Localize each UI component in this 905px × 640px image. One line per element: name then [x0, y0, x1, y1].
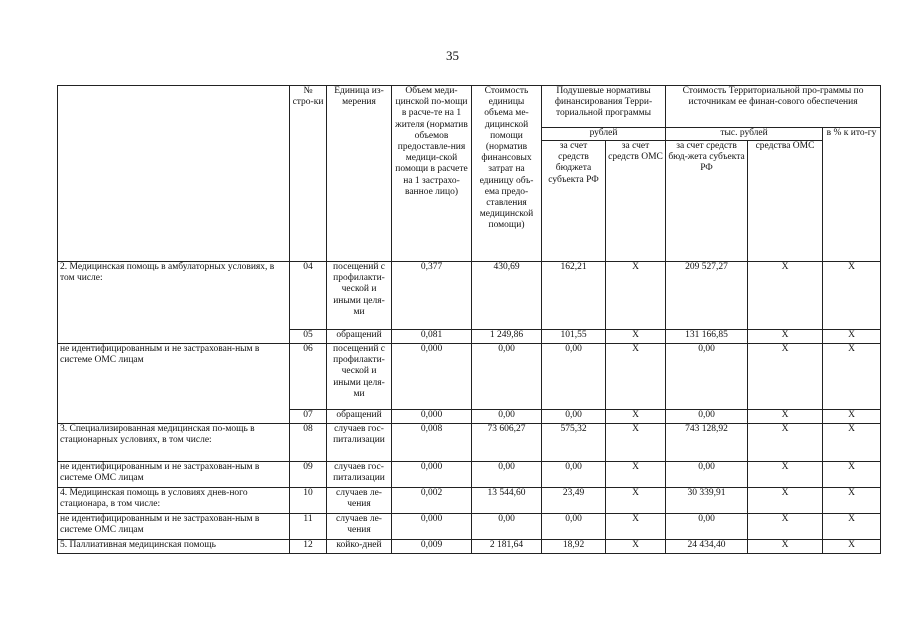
row-no: 11	[290, 514, 327, 540]
row-label: 3. Специализированная медицинская по-мощь в стационарных условиях, в том числе:	[58, 424, 290, 462]
row-t-oms: Х	[748, 262, 823, 330]
header-cost: Стоимость единицы объема ме-дицинской помощи (норматив финансовых затрат на единицу объ-ема предо-ставления медицинской помощи)	[472, 86, 542, 262]
header-row-no: № стро-ки	[290, 86, 327, 262]
row-pc-oms: Х	[606, 330, 666, 344]
header-territorial-oms: средства ОМС	[748, 141, 823, 262]
row-volume: 0,002	[392, 488, 472, 514]
row-no: 09	[290, 462, 327, 488]
table-row	[58, 262, 881, 330]
header-blank-cell	[58, 86, 290, 262]
table-row	[58, 488, 881, 514]
row-t-budget: 24 434,40	[666, 540, 748, 554]
row-no: 04	[290, 262, 327, 330]
row-t-budget: 131 166,85	[666, 330, 748, 344]
row-unit: случаев ле-чения	[327, 488, 392, 514]
row-volume: 0,377	[392, 262, 472, 330]
row-label: 2. Медицинская помощь в амбулаторных условиях, в том числе:	[58, 262, 290, 344]
row-pc-oms: Х	[606, 462, 666, 488]
table-row	[58, 540, 881, 554]
row-t-budget: 0,00	[666, 410, 748, 424]
header-per-capita-oms: за счет средств ОМС	[606, 141, 666, 262]
row-t-budget: 0,00	[666, 514, 748, 540]
row-volume: 0,008	[392, 424, 472, 462]
row-pc-oms: Х	[606, 262, 666, 330]
row-unit: посещений с профилакти-ческой и иными целя-ми	[327, 262, 392, 330]
header-territorial-unit: тыс. рублей	[666, 128, 823, 141]
page-number: 35	[446, 48, 459, 63]
row-label: 4. Медицинская помощь в условиях днев-ного стационара, в том числе:	[58, 488, 290, 514]
row-pc-budget: 18,92	[542, 540, 606, 554]
row-t-oms: Х	[748, 488, 823, 514]
row-label: 5. Паллиативная медицинская помощь	[58, 540, 290, 554]
row-unit: обращений	[327, 410, 392, 424]
header-territorial-budget: за счет средств бюд-жета субъекта РФ	[666, 141, 748, 262]
financing-table	[57, 85, 881, 554]
row-cost: 0,00	[472, 514, 542, 540]
row-cost: 2 181,64	[472, 540, 542, 554]
row-t-oms: Х	[748, 540, 823, 554]
row-pc-budget: 0,00	[542, 514, 606, 540]
row-t-oms: Х	[748, 330, 823, 344]
row-volume: 0,000	[392, 344, 472, 410]
row-volume: 0,009	[392, 540, 472, 554]
row-t-budget: 30 339,91	[666, 488, 748, 514]
row-no: 10	[290, 488, 327, 514]
row-t-budget: 209 527,27	[666, 262, 748, 330]
row-t-budget: 743 128,92	[666, 424, 748, 462]
row-pc-oms: Х	[606, 410, 666, 424]
row-no: 12	[290, 540, 327, 554]
row-t-oms: Х	[748, 424, 823, 462]
header-volume: Объем меди-цинской по-мощи в расче-те на 1 жителя (норматив объемов предоставле-ния медици-ской помощи в расчете на 1 застрахо-ванное лицо)	[392, 86, 472, 262]
row-t-oms: Х	[748, 514, 823, 540]
row-label: не идентифицированным и не застрахован-ным в системе ОМС лицам	[58, 462, 290, 488]
row-t-oms: Х	[748, 462, 823, 488]
row-cost: 0,00	[472, 462, 542, 488]
row-no: 08	[290, 424, 327, 462]
row-unit: случаев гос-питализации	[327, 424, 392, 462]
row-t-budget: 0,00	[666, 344, 748, 410]
row-volume: 0,000	[392, 462, 472, 488]
row-t-pct: Х	[823, 540, 881, 554]
row-t-oms: Х	[748, 344, 823, 410]
row-pc-budget: 101,55	[542, 330, 606, 344]
row-unit: случаев ле-чения	[327, 514, 392, 540]
table-row	[58, 462, 881, 488]
table-row	[58, 424, 881, 462]
row-pc-oms: Х	[606, 514, 666, 540]
table-row	[58, 514, 881, 540]
row-t-pct: Х	[823, 262, 881, 330]
row-t-pct: Х	[823, 330, 881, 344]
row-no: 05	[290, 330, 327, 344]
row-t-oms: Х	[748, 410, 823, 424]
row-label: не идентифицированным и не застрахован-ным в системе ОМС лицам	[58, 514, 290, 540]
row-pc-oms: Х	[606, 540, 666, 554]
row-cost: 0,00	[472, 410, 542, 424]
row-pc-oms: Х	[606, 488, 666, 514]
header-per-capita: Подушевые нормативы финансирования Терри-ториальной программы	[542, 86, 666, 128]
row-volume: 0,000	[392, 410, 472, 424]
row-pc-budget: 0,00	[542, 344, 606, 410]
row-cost: 0,00	[472, 344, 542, 410]
header-unit: Единица из-мерения	[327, 86, 392, 262]
header-territorial: Стоимость Территориальной про-граммы по источникам ее финан-сового обеспечения	[666, 86, 881, 128]
row-cost: 430,69	[472, 262, 542, 330]
row-unit: обращений	[327, 330, 392, 344]
row-cost: 1 249,86	[472, 330, 542, 344]
header-per-capita-budget: за счет средств бюджета субъекта РФ	[542, 141, 606, 262]
header-territorial-percent: в % к ито-гу	[823, 128, 881, 262]
row-volume: 0,000	[392, 514, 472, 540]
row-t-budget: 0,00	[666, 462, 748, 488]
row-t-pct: Х	[823, 424, 881, 462]
row-no: 07	[290, 410, 327, 424]
row-unit: случаев гос-питализации	[327, 462, 392, 488]
row-t-pct: Х	[823, 514, 881, 540]
row-cost: 73 606,27	[472, 424, 542, 462]
row-t-pct: Х	[823, 344, 881, 410]
row-label: не идентифицированным и не застрахован-ным в системе ОМС лицам	[58, 344, 290, 424]
row-pc-budget: 23,49	[542, 488, 606, 514]
row-t-pct: Х	[823, 410, 881, 424]
header-per-capita-unit: рублей	[542, 128, 666, 141]
row-unit: койко-дней	[327, 540, 392, 554]
row-pc-budget: 0,00	[542, 410, 606, 424]
row-pc-budget: 162,21	[542, 262, 606, 330]
table-row	[58, 344, 881, 410]
row-pc-budget: 575,32	[542, 424, 606, 462]
row-t-pct: Х	[823, 462, 881, 488]
row-pc-oms: Х	[606, 344, 666, 410]
row-volume: 0,081	[392, 330, 472, 344]
row-cost: 13 544,60	[472, 488, 542, 514]
row-no: 06	[290, 344, 327, 410]
row-unit: посещений с профилакти-ческой и иными целя-ми	[327, 344, 392, 410]
row-pc-oms: Х	[606, 424, 666, 462]
row-t-pct: Х	[823, 488, 881, 514]
row-pc-budget: 0,00	[542, 462, 606, 488]
